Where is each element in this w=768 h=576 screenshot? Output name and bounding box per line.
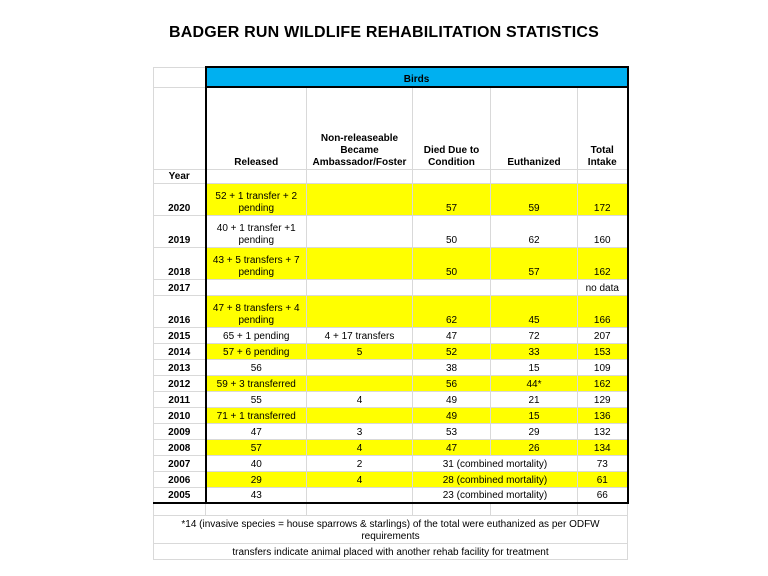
released-cell: 65 + 1 pending xyxy=(206,327,307,343)
released-cell: 71 + 1 transferred xyxy=(206,407,307,423)
year-cell: 2005 xyxy=(154,487,206,503)
died-cell: 38 xyxy=(413,359,491,375)
spacer-row xyxy=(154,503,628,515)
died-cell: 56 xyxy=(413,375,491,391)
table-row xyxy=(154,295,628,327)
ambassador-cell: 5 xyxy=(307,343,413,359)
released-header: Released xyxy=(206,87,307,169)
empty-cell xyxy=(578,169,628,183)
footnote-euthanized: *14 (invasive species = house sparrows & starlings) of the total were euthanized as per ODFW requirements xyxy=(154,515,628,543)
footnote-transfers: transfers indicate animal placed with another rehab facility for treatment xyxy=(154,543,628,559)
total-cell: 162 xyxy=(578,247,628,279)
died-cell: 50 xyxy=(413,215,491,247)
total-cell: 73 xyxy=(578,455,628,471)
year-cell: 2014 xyxy=(154,343,206,359)
ambassador-cell xyxy=(307,375,413,391)
total-cell: 134 xyxy=(578,439,628,455)
total-cell: 129 xyxy=(578,391,628,407)
table-row xyxy=(154,471,628,487)
euthanized-header: Euthanized xyxy=(491,87,578,169)
year-cell: 2009 xyxy=(154,423,206,439)
euthanized-cell: 59 xyxy=(491,183,578,215)
empty-cell xyxy=(307,503,413,515)
table-row xyxy=(154,183,628,215)
died-cell: 47 xyxy=(413,327,491,343)
released-cell: 29 xyxy=(206,471,307,487)
statistics-table xyxy=(153,66,629,560)
empty-cell xyxy=(206,169,307,183)
ambassador-cell xyxy=(307,183,413,215)
died-cell: 47 xyxy=(413,439,491,455)
ambassador-cell xyxy=(307,407,413,423)
corner-cell xyxy=(154,67,206,87)
table-row xyxy=(154,455,628,471)
ambassador-cell xyxy=(307,279,413,295)
ambassador-cell: 3 xyxy=(307,423,413,439)
table-row xyxy=(154,487,628,503)
released-cell: 55 xyxy=(206,391,307,407)
ambassador-cell: 4 xyxy=(307,391,413,407)
died-cell: 50 xyxy=(413,247,491,279)
empty-cell xyxy=(206,503,307,515)
total-cell: 166 xyxy=(578,295,628,327)
ambassador-cell xyxy=(307,247,413,279)
total-cell: 153 xyxy=(578,343,628,359)
released-cell: 47 xyxy=(206,423,307,439)
released-cell: 40 + 1 transfer +1 pending xyxy=(206,215,307,247)
table-row xyxy=(154,375,628,391)
died-cell: 49 xyxy=(413,391,491,407)
page-title: BADGER RUN WILDLIFE REHABILITATION STATISTICS xyxy=(168,24,599,41)
euthanized-cell xyxy=(491,279,578,295)
died-cell: 57 xyxy=(413,183,491,215)
total-cell: 207 xyxy=(578,327,628,343)
table-row xyxy=(154,359,628,375)
table-row xyxy=(154,439,628,455)
total-header: Total Intake xyxy=(578,87,628,169)
released-cell: 43 xyxy=(206,487,307,503)
ambassador-header: Non-releaseable Became Ambassador/Foster xyxy=(307,87,413,169)
year-cell: 2018 xyxy=(154,247,206,279)
empty-cell xyxy=(307,169,413,183)
euthanized-cell: 45 xyxy=(491,295,578,327)
year-cell: 2007 xyxy=(154,455,206,471)
released-cell: 56 xyxy=(206,359,307,375)
euthanized-cell: 15 xyxy=(491,359,578,375)
combined-mortality-cell: 31 (combined mortality) xyxy=(413,455,578,471)
year-cell: 2011 xyxy=(154,391,206,407)
group-header-row xyxy=(154,67,628,87)
table-row xyxy=(154,343,628,359)
table-row xyxy=(154,247,628,279)
table-row xyxy=(154,391,628,407)
total-cell: 160 xyxy=(578,215,628,247)
combined-mortality-cell: 23 (combined mortality) xyxy=(413,487,578,503)
total-cell: 109 xyxy=(578,359,628,375)
released-cell: 57 xyxy=(206,439,307,455)
ambassador-cell: 2 xyxy=(307,455,413,471)
year-cell: 2010 xyxy=(154,407,206,423)
year-cell: 2012 xyxy=(154,375,206,391)
table-row xyxy=(154,279,628,295)
released-cell: 59 + 3 transferred xyxy=(206,375,307,391)
ambassador-cell: 4 xyxy=(307,471,413,487)
total-cell: 61 xyxy=(578,471,628,487)
total-cell: no data xyxy=(578,279,628,295)
total-cell: 136 xyxy=(578,407,628,423)
footnote-row xyxy=(154,543,628,559)
year-cell: 2019 xyxy=(154,215,206,247)
died-cell xyxy=(413,279,491,295)
euthanized-cell: 72 xyxy=(491,327,578,343)
birds-header: Birds xyxy=(206,67,628,87)
footnote-row xyxy=(154,515,628,543)
died-cell: 62 xyxy=(413,295,491,327)
empty-cell xyxy=(413,503,491,515)
euthanized-cell: 33 xyxy=(491,343,578,359)
table-row xyxy=(154,407,628,423)
ambassador-cell: 4 xyxy=(307,439,413,455)
total-cell: 172 xyxy=(578,183,628,215)
ambassador-cell xyxy=(307,215,413,247)
year-header-spacer xyxy=(154,87,206,169)
year-cell: 2008 xyxy=(154,439,206,455)
empty-cell xyxy=(491,503,578,515)
total-cell: 162 xyxy=(578,375,628,391)
table-row xyxy=(154,215,628,247)
released-cell: 43 + 5 transfers + 7 pending xyxy=(206,247,307,279)
empty-cell xyxy=(154,503,206,515)
released-cell xyxy=(206,279,307,295)
column-header-row xyxy=(154,87,628,169)
ambassador-cell xyxy=(307,487,413,503)
ambassador-cell xyxy=(307,359,413,375)
released-cell: 52 + 1 transfer + 2 pending xyxy=(206,183,307,215)
euthanized-cell: 15 xyxy=(491,407,578,423)
euthanized-cell: 44* xyxy=(491,375,578,391)
year-label: Year xyxy=(154,169,206,183)
died-cell: 53 xyxy=(413,423,491,439)
released-cell: 47 + 8 transfers + 4 pending xyxy=(206,295,307,327)
released-cell: 40 xyxy=(206,455,307,471)
ambassador-cell: 4 + 17 transfers xyxy=(307,327,413,343)
died-cell: 52 xyxy=(413,343,491,359)
year-cell: 2013 xyxy=(154,359,206,375)
year-cell: 2016 xyxy=(154,295,206,327)
euthanized-cell: 26 xyxy=(491,439,578,455)
table-row xyxy=(154,423,628,439)
year-cell: 2017 xyxy=(154,279,206,295)
table-body xyxy=(154,67,628,559)
euthanized-cell: 29 xyxy=(491,423,578,439)
euthanized-cell: 21 xyxy=(491,391,578,407)
year-label-row xyxy=(154,169,628,183)
empty-cell xyxy=(578,503,628,515)
total-cell: 66 xyxy=(578,487,628,503)
table-row xyxy=(154,327,628,343)
total-cell: 132 xyxy=(578,423,628,439)
year-cell: 2020 xyxy=(154,183,206,215)
ambassador-cell xyxy=(307,295,413,327)
combined-mortality-cell: 28 (combined mortality) xyxy=(413,471,578,487)
died-header: Died Due to Condition xyxy=(413,87,491,169)
died-cell: 49 xyxy=(413,407,491,423)
released-cell: 57 + 6 pending xyxy=(206,343,307,359)
euthanized-cell: 57 xyxy=(491,247,578,279)
empty-cell xyxy=(413,169,491,183)
year-cell: 2006 xyxy=(154,471,206,487)
empty-cell xyxy=(491,169,578,183)
year-cell: 2015 xyxy=(154,327,206,343)
euthanized-cell: 62 xyxy=(491,215,578,247)
